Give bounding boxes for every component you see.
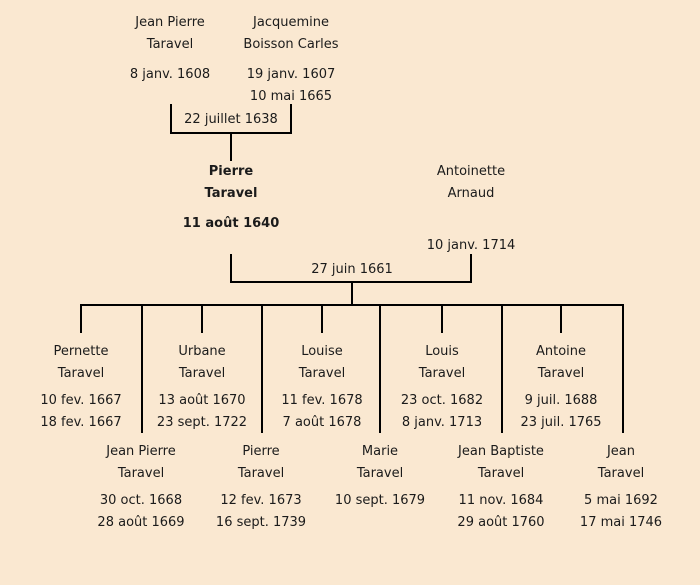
person-node-child-pierre[interactable] bbox=[216, 441, 306, 534]
person-birth-date: 11 août 1640 bbox=[182, 216, 280, 231]
person-death-date: 16 sept. 1739 bbox=[215, 515, 307, 530]
person-birth-date bbox=[427, 213, 516, 235]
person-surname: Taravel bbox=[146, 37, 194, 52]
person-birth-date: 19 janv. 1607 bbox=[246, 67, 336, 82]
person-node-child-urbane[interactable] bbox=[157, 341, 247, 434]
person-node-father[interactable] bbox=[183, 161, 280, 257]
person-node-child-jean-baptiste[interactable] bbox=[457, 441, 544, 534]
person-node-child-jean-pierre[interactable] bbox=[97, 441, 184, 534]
person-surname: Taravel bbox=[477, 466, 525, 481]
person-surname: Taravel bbox=[418, 366, 466, 381]
person-node-grandmother[interactable] bbox=[243, 12, 338, 108]
person-surname: Taravel bbox=[298, 366, 346, 381]
tree-line-mother-drop bbox=[470, 254, 472, 283]
tree-line-child-drop-jean-pierre bbox=[141, 304, 143, 433]
person-surname: Taravel bbox=[57, 366, 105, 381]
person-given-name: Jean bbox=[606, 444, 636, 459]
person-birth-date: 11 fev. 1678 bbox=[281, 393, 363, 408]
person-node-child-louise[interactable] bbox=[281, 341, 362, 434]
marriage2-date-label: 27 juin 1661 bbox=[311, 262, 393, 277]
person-death-date: 10 mai 1665 bbox=[249, 89, 333, 104]
person-surname: Taravel bbox=[537, 366, 585, 381]
person-death-date: 23 sept. 1722 bbox=[156, 415, 248, 430]
tree-line-child-drop-antoine bbox=[560, 304, 562, 333]
person-birth-date: 12 fev. 1673 bbox=[220, 493, 302, 508]
person-death-date: 8 janv. 1713 bbox=[401, 415, 483, 430]
person-surname: Taravel bbox=[117, 466, 165, 481]
tree-line-child-drop-louise bbox=[321, 304, 323, 333]
tree-line-child-drop-marie bbox=[379, 304, 381, 433]
person-given-name: Urbane bbox=[178, 344, 226, 359]
person-death-date: 18 fev. 1667 bbox=[40, 415, 122, 430]
person-node-child-louis[interactable] bbox=[401, 341, 483, 434]
person-given-name: Antoine bbox=[535, 344, 587, 359]
person-given-name: Jean Pierre bbox=[135, 15, 205, 30]
person-surname: Arnaud bbox=[447, 186, 495, 201]
person-given-name: Jean Baptiste bbox=[458, 444, 544, 459]
tree-line-marriage1-child-drop bbox=[230, 132, 232, 161]
person-birth-date: 9 juil. 1688 bbox=[524, 393, 598, 408]
tree-line-children-rail bbox=[80, 304, 624, 306]
person-node-child-antoine[interactable] bbox=[520, 341, 601, 434]
person-death-date bbox=[335, 512, 425, 534]
person-birth-date: 23 oct. 1682 bbox=[400, 393, 484, 408]
person-given-name: Louise bbox=[301, 344, 343, 359]
person-given-name: Jacquemine bbox=[253, 15, 329, 30]
person-death-date: 29 août 1760 bbox=[457, 515, 545, 530]
person-surname: Taravel bbox=[204, 186, 258, 201]
person-surname: Taravel bbox=[597, 466, 645, 481]
person-birth-date: 13 août 1670 bbox=[158, 393, 246, 408]
person-given-name: Antoinette bbox=[436, 164, 506, 179]
person-given-name: Pernette bbox=[53, 344, 109, 359]
person-given-name: Pierre bbox=[208, 164, 254, 179]
tree-line-child-drop-jean-baptiste bbox=[501, 304, 503, 433]
person-node-mother[interactable] bbox=[427, 161, 516, 257]
person-death-date: 23 juil. 1765 bbox=[520, 415, 602, 430]
person-birth-date: 8 janv. 1608 bbox=[129, 67, 211, 82]
person-birth-date: 30 oct. 1668 bbox=[99, 493, 183, 508]
person-death-date: 7 août 1678 bbox=[282, 415, 362, 430]
tree-line-grandmother-drop bbox=[290, 104, 292, 134]
person-death-date: 28 août 1669 bbox=[97, 515, 185, 530]
tree-line-child-drop-louis bbox=[441, 304, 443, 333]
tree-line-grandfather-drop bbox=[170, 104, 172, 134]
tree-line-child-drop-pierre bbox=[261, 304, 263, 433]
person-birth-date: 10 sept. 1679 bbox=[334, 493, 426, 508]
person-birth-date: 10 fev. 1667 bbox=[40, 393, 122, 408]
person-given-name: Marie bbox=[361, 444, 399, 459]
tree-line-child-drop-jean bbox=[622, 304, 624, 433]
person-surname: Taravel bbox=[178, 366, 226, 381]
person-node-child-jean[interactable] bbox=[580, 441, 662, 534]
tree-line-child-drop-urbane bbox=[201, 304, 203, 333]
person-node-child-marie[interactable] bbox=[335, 441, 425, 534]
marriage1-date-label: 22 juillet 1638 bbox=[184, 112, 278, 127]
tree-line-child-drop-pernette bbox=[80, 304, 82, 333]
person-surname: Taravel bbox=[356, 466, 404, 481]
person-death-date: 17 mai 1746 bbox=[579, 515, 663, 530]
person-node-grandfather[interactable] bbox=[130, 12, 210, 108]
person-surname: Taravel bbox=[237, 466, 285, 481]
person-given-name: Jean Pierre bbox=[106, 444, 176, 459]
tree-line-father-drop bbox=[230, 254, 232, 283]
person-surname: Boisson Carles bbox=[243, 37, 339, 52]
person-death-date: 10 janv. 1714 bbox=[426, 238, 516, 253]
person-birth-date: 5 mai 1692 bbox=[584, 493, 658, 508]
person-birth-date: 11 nov. 1684 bbox=[458, 493, 544, 508]
tree-line-marriage2-child-drop bbox=[351, 281, 353, 305]
person-given-name: Pierre bbox=[242, 444, 280, 459]
person-node-child-pernette[interactable] bbox=[40, 341, 121, 434]
person-given-name: Louis bbox=[425, 344, 459, 359]
